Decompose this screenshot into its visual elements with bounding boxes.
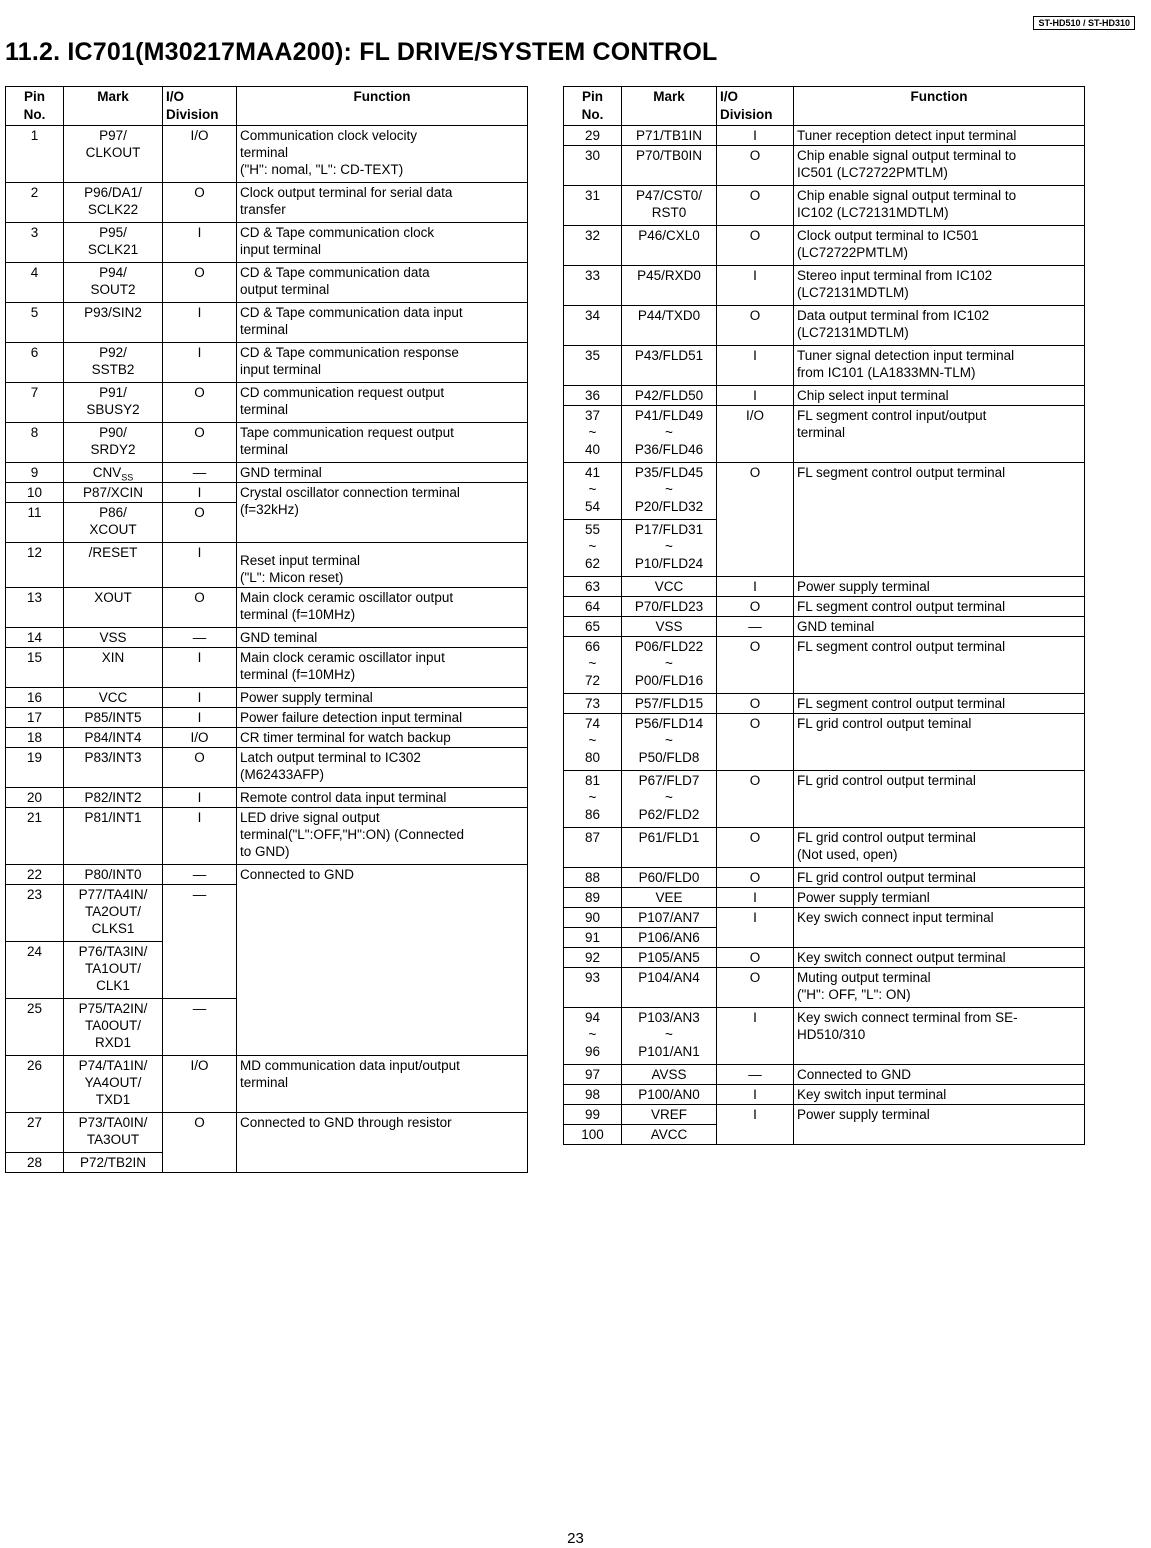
io-cell: O: [163, 503, 237, 543]
io-cell: —: [163, 999, 237, 1056]
io-cell: I: [163, 303, 237, 343]
pin-cell: 36: [564, 386, 622, 406]
mark-cell: P91/ SBUSY2: [64, 383, 163, 423]
function-cell: FL segment control output terminal: [794, 463, 1085, 577]
pin-cell: 64: [564, 597, 622, 617]
pin-cell: 28: [6, 1153, 64, 1173]
io-cell: O: [717, 868, 794, 888]
pin-cell: 33: [564, 266, 622, 306]
table-row: [564, 637, 1085, 694]
table-row: [6, 865, 528, 885]
table-row: [564, 597, 1085, 617]
col-header-function: Function: [237, 87, 528, 126]
function-cell: Remote control data input terminal: [237, 788, 528, 808]
pin-cell: 99: [564, 1105, 622, 1125]
table-row: [6, 463, 528, 483]
function-cell: Main clock ceramic oscillator input terminal (f=10MHz): [237, 648, 528, 688]
io-cell: I: [717, 577, 794, 597]
io-cell: I: [717, 908, 794, 948]
pin-cell: 32: [564, 226, 622, 266]
section-title: 11.2. IC701(M30217MAA200): FL DRIVE/SYSTEM CONTROL: [5, 38, 718, 66]
mark-cell: AVSS: [622, 1065, 717, 1085]
mark-cell: XOUT: [64, 588, 163, 628]
pin-cell: 89: [564, 888, 622, 908]
table-row: [564, 346, 1085, 386]
mark-cell: VSS: [64, 628, 163, 648]
pin-cell: 20: [6, 788, 64, 808]
function-cell: Chip enable signal output terminal to IC501 (LC72722PMTLM): [794, 146, 1085, 186]
table-row: [564, 617, 1085, 637]
mark-cell: P105/AN5: [622, 948, 717, 968]
io-cell: I/O: [163, 126, 237, 183]
mark-cell: P80/INT0: [64, 865, 163, 885]
mark-cell: P81/INT1: [64, 808, 163, 865]
mark-cell: P93/SIN2: [64, 303, 163, 343]
io-cell: I/O: [163, 1056, 237, 1113]
function-cell: Reset input terminal ("L": Micon reset): [237, 543, 528, 588]
mark-cell: VCC: [64, 688, 163, 708]
io-cell: I: [717, 1008, 794, 1065]
pin-cell: 1: [6, 126, 64, 183]
io-cell: I: [717, 1085, 794, 1105]
pin-cell: 81 ~ 86: [564, 771, 622, 828]
mark-cell: P100/AN0: [622, 1085, 717, 1105]
mark-cell: P46/CXL0: [622, 226, 717, 266]
io-cell: I: [163, 708, 237, 728]
mark-cell: P61/FLD1: [622, 828, 717, 868]
mark-cell: P44/TXD0: [622, 306, 717, 346]
io-cell: —: [717, 1065, 794, 1085]
function-cell: CD & Tape communication response input terminal: [237, 343, 528, 383]
mark-cell: P85/INT5: [64, 708, 163, 728]
io-cell: O: [163, 263, 237, 303]
function-cell: Tuner reception detect input terminal: [794, 126, 1085, 146]
table-row: [564, 463, 1085, 520]
function-cell: Muting output terminal ("H": OFF, "L": ON): [794, 968, 1085, 1008]
table-row: [6, 1056, 528, 1113]
function-cell: Clock output terminal to IC501 (LC72722PMTLM): [794, 226, 1085, 266]
io-cell: I: [163, 483, 237, 503]
mark-cell: P57/FLD15: [622, 694, 717, 714]
pin-cell: 23: [6, 885, 64, 942]
pin-cell: 55 ~ 62: [564, 520, 622, 577]
io-cell: O: [717, 694, 794, 714]
mark-cell: P42/FLD50: [622, 386, 717, 406]
io-cell: I/O: [717, 406, 794, 463]
table-row: [564, 868, 1085, 888]
pin-cell: 91: [564, 928, 622, 948]
table-row: [564, 908, 1085, 928]
io-cell: —: [163, 885, 237, 999]
mark-cell: P70/FLD23: [622, 597, 717, 617]
pin-cell: 15: [6, 648, 64, 688]
io-cell: O: [163, 748, 237, 788]
pin-cell: 65: [564, 617, 622, 637]
function-cell: Tape communication request output terminal: [237, 423, 528, 463]
function-cell: CD & Tape communication data output terminal: [237, 263, 528, 303]
mark-cell: VREF: [622, 1105, 717, 1125]
mark-cell: P76/TA3IN/ TA1OUT/ CLK1: [64, 942, 163, 999]
mark-cell: P104/AN4: [622, 968, 717, 1008]
pin-cell: 22: [6, 865, 64, 885]
pin-cell: 100: [564, 1125, 622, 1145]
mark-cell: P86/ XCOUT: [64, 503, 163, 543]
pin-cell: 63: [564, 577, 622, 597]
table-row: [6, 263, 528, 303]
function-cell: Connected to GND: [237, 865, 528, 1056]
pin-cell: 34: [564, 306, 622, 346]
io-cell: I/O: [163, 728, 237, 748]
io-cell: —: [163, 865, 237, 885]
pin-table-right: [563, 86, 1085, 1145]
pin-cell: 29: [564, 126, 622, 146]
io-cell: I: [163, 648, 237, 688]
pin-cell: 97: [564, 1065, 622, 1085]
function-cell: Crystal oscillator connection terminal (f=32kHz): [237, 483, 528, 543]
io-cell: I: [163, 788, 237, 808]
mark-cell: P96/DA1/ SCLK22: [64, 183, 163, 223]
pin-cell: 31: [564, 186, 622, 226]
table-row: [6, 343, 528, 383]
function-cell: Power supply terminal: [794, 577, 1085, 597]
table-row: [564, 386, 1085, 406]
io-cell: O: [163, 588, 237, 628]
table-row: [6, 748, 528, 788]
table-row: [6, 588, 528, 628]
mark-cell: VCC: [622, 577, 717, 597]
io-cell: —: [163, 628, 237, 648]
io-cell: I: [717, 1105, 794, 1145]
pin-cell: 94 ~ 96: [564, 1008, 622, 1065]
table-row: [6, 628, 528, 648]
function-cell: GND teminal: [794, 617, 1085, 637]
table-row: [564, 577, 1085, 597]
function-cell: Key swich connect input terminal: [794, 908, 1085, 948]
model-tag: ST-HD510 / ST-HD310: [1033, 16, 1135, 30]
io-cell: O: [717, 968, 794, 1008]
function-cell: MD communication data input/output terminal: [237, 1056, 528, 1113]
function-cell: Stereo input terminal from IC102 (LC72131MDTLM): [794, 266, 1085, 306]
pin-cell: 7: [6, 383, 64, 423]
io-cell: I: [717, 888, 794, 908]
io-cell: O: [717, 714, 794, 771]
function-cell: FL segment control output terminal: [794, 597, 1085, 617]
col-header-io: I/O Division: [163, 87, 237, 126]
function-cell: FL grid control output terminal (Not used, open): [794, 828, 1085, 868]
col-header-function: Function: [794, 87, 1085, 126]
mark-cell: P84/INT4: [64, 728, 163, 748]
mark-cell: P56/FLD14 ~ P50/FLD8: [622, 714, 717, 771]
mark-cell: P77/TA4IN/ TA2OUT/ CLKS1: [64, 885, 163, 942]
mark-cell: P43/FLD51: [622, 346, 717, 386]
mark-cell: P17/FLD31 ~ P10/FLD24: [622, 520, 717, 577]
col-header-io: I/O Division: [717, 87, 794, 126]
pin-cell: 41 ~ 54: [564, 463, 622, 520]
page-number: 23: [567, 1530, 584, 1547]
mark-cell: P107/AN7: [622, 908, 717, 928]
mark-cell: P74/TA1IN/ YA4OUT/ TXD1: [64, 1056, 163, 1113]
table-row: [6, 808, 528, 865]
function-cell: FL segment control output terminal: [794, 694, 1085, 714]
pin-cell: 10: [6, 483, 64, 503]
mark-subscript: SS: [121, 472, 134, 483]
header-row: [564, 87, 1085, 126]
function-cell: LED drive signal output terminal("L":OFF,"H":ON) (Connected to GND): [237, 808, 528, 865]
table-row: [564, 146, 1085, 186]
table-row: [6, 543, 528, 588]
table-row: [564, 1065, 1085, 1085]
io-cell: I: [163, 543, 237, 588]
table-row: [6, 223, 528, 263]
pin-cell: 30: [564, 146, 622, 186]
io-cell: O: [717, 948, 794, 968]
col-header-mark: Mark: [64, 87, 163, 126]
mark-cell: P06/FLD22 ~ P00/FLD16: [622, 637, 717, 694]
function-cell: Key switch connect output terminal: [794, 948, 1085, 968]
table-row: [564, 694, 1085, 714]
mark-cell: VEE: [622, 888, 717, 908]
pin-cell: 4: [6, 263, 64, 303]
io-cell: O: [717, 637, 794, 694]
function-cell: Main clock ceramic oscillator output terminal (f=10MHz): [237, 588, 528, 628]
mark-cell: P67/FLD7 ~ P62/FLD2: [622, 771, 717, 828]
io-cell: I: [163, 343, 237, 383]
pin-cell: 3: [6, 223, 64, 263]
table-row: [564, 1008, 1085, 1065]
function-cell: CD & Tape communication clock input terminal: [237, 223, 528, 263]
mark-cell: P83/INT3: [64, 748, 163, 788]
mark-cell: XIN: [64, 648, 163, 688]
io-cell: O: [717, 146, 794, 186]
function-cell: FL segment control output terminal: [794, 637, 1085, 694]
io-cell: I: [717, 126, 794, 146]
pin-cell: 74 ~ 80: [564, 714, 622, 771]
table-row: [564, 888, 1085, 908]
pin-cell: 98: [564, 1085, 622, 1105]
function-cell: Power supply termianl: [794, 888, 1085, 908]
pin-cell: 12: [6, 543, 64, 588]
table-row: [564, 126, 1085, 146]
mark-cell: [64, 463, 163, 483]
table-row: [6, 1113, 528, 1153]
io-cell: O: [717, 597, 794, 617]
table-row: [564, 306, 1085, 346]
mark-cell: P92/ SSTB2: [64, 343, 163, 383]
table-row: [564, 226, 1085, 266]
table-row: [6, 383, 528, 423]
pin-cell: 93: [564, 968, 622, 1008]
mark-cell: P47/CST0/ RST0: [622, 186, 717, 226]
mark-cell: P72/TB2IN: [64, 1153, 163, 1173]
table-row: [564, 771, 1085, 828]
header-row: [6, 87, 528, 126]
pin-cell: 87: [564, 828, 622, 868]
col-header-pin: Pin No.: [564, 87, 622, 126]
pin-cell: 35: [564, 346, 622, 386]
table-row: [564, 828, 1085, 868]
function-cell: Connected to GND through resistor: [237, 1113, 528, 1173]
pin-table-left: [5, 86, 528, 1173]
function-cell: CD & Tape communication data input terminal: [237, 303, 528, 343]
table-row: [564, 1105, 1085, 1125]
io-cell: O: [163, 423, 237, 463]
mark-cell: AVCC: [622, 1125, 717, 1145]
mark-text: CNV: [92, 465, 122, 480]
mark-cell: P95/ SCLK21: [64, 223, 163, 263]
table-row: [6, 423, 528, 463]
col-header-mark: Mark: [622, 87, 717, 126]
io-cell: O: [717, 771, 794, 828]
mark-cell: P45/RXD0: [622, 266, 717, 306]
io-cell: I: [717, 346, 794, 386]
function-cell: Latch output terminal to IC302 (M62433AFP): [237, 748, 528, 788]
io-cell: O: [717, 186, 794, 226]
function-cell: Key swich connect terminal from SE- HD510/310: [794, 1008, 1085, 1065]
function-cell: Connected to GND: [794, 1065, 1085, 1085]
table-row: [564, 1085, 1085, 1105]
pin-cell: 92: [564, 948, 622, 968]
mark-cell: P82/INT2: [64, 788, 163, 808]
io-cell: I: [717, 266, 794, 306]
mark-cell: /RESET: [64, 543, 163, 588]
pin-cell: 25: [6, 999, 64, 1056]
pin-cell: 21: [6, 808, 64, 865]
pin-cell: 66 ~ 72: [564, 637, 622, 694]
io-cell: I: [163, 808, 237, 865]
io-cell: O: [717, 226, 794, 266]
mark-cell: P41/FLD49 ~ P36/FLD46: [622, 406, 717, 463]
io-cell: O: [717, 828, 794, 868]
table-row: [564, 266, 1085, 306]
function-cell: Chip select input terminal: [794, 386, 1085, 406]
pin-cell: 14: [6, 628, 64, 648]
table-row: [564, 714, 1085, 771]
pin-cell: 11: [6, 503, 64, 543]
mark-cell: P106/AN6: [622, 928, 717, 948]
io-cell: —: [163, 463, 237, 483]
table-row: [6, 303, 528, 343]
table-row: [6, 183, 528, 223]
table-row: [6, 126, 528, 183]
mark-cell: P35/FLD45 ~ P20/FLD32: [622, 463, 717, 520]
table-row: [6, 728, 528, 748]
function-cell: FL grid control output terminal: [794, 771, 1085, 828]
io-cell: O: [163, 183, 237, 223]
pin-cell: 8: [6, 423, 64, 463]
pin-cell: 18: [6, 728, 64, 748]
pin-cell: 73: [564, 694, 622, 714]
mark-cell: P71/TB1IN: [622, 126, 717, 146]
io-cell: I: [717, 386, 794, 406]
pin-cell: 88: [564, 868, 622, 888]
mark-cell: P94/ SOUT2: [64, 263, 163, 303]
pin-cell: 13: [6, 588, 64, 628]
function-cell: FL grid control output teminal: [794, 714, 1085, 771]
io-cell: I: [163, 688, 237, 708]
pin-cell: 19: [6, 748, 64, 788]
pin-cell: 17: [6, 708, 64, 728]
function-cell: Data output terminal from IC102 (LC72131MDTLM): [794, 306, 1085, 346]
mark-cell: P87/XCIN: [64, 483, 163, 503]
col-header-pin: Pin No.: [6, 87, 64, 126]
io-cell: O: [163, 383, 237, 423]
table-row: [564, 968, 1085, 1008]
pin-cell: 2: [6, 183, 64, 223]
function-cell: FL segment control input/output terminal: [794, 406, 1085, 463]
mark-cell: P103/AN3 ~ P101/AN1: [622, 1008, 717, 1065]
mark-cell: P60/FLD0: [622, 868, 717, 888]
pin-cell: 5: [6, 303, 64, 343]
io-cell: I: [163, 223, 237, 263]
function-cell: Chip enable signal output terminal to IC102 (LC72131MDTLM): [794, 186, 1085, 226]
function-cell: GND terminal: [237, 463, 528, 483]
table-row: [6, 483, 528, 503]
pin-cell: 6: [6, 343, 64, 383]
function-cell: GND teminal: [237, 628, 528, 648]
function-cell: CR timer terminal for watch backup: [237, 728, 528, 748]
pin-cell: 16: [6, 688, 64, 708]
table-row: [6, 708, 528, 728]
io-cell: O: [717, 306, 794, 346]
pin-cell: 27: [6, 1113, 64, 1153]
function-cell: Tuner signal detection input terminal from IC101 (LA1833MN-TLM): [794, 346, 1085, 386]
function-cell: Power supply terminal: [794, 1105, 1085, 1145]
function-cell: Clock output terminal for serial data transfer: [237, 183, 528, 223]
io-cell: O: [717, 463, 794, 577]
table-row: [564, 406, 1085, 463]
io-cell: —: [717, 617, 794, 637]
mark-cell: P97/ CLKOUT: [64, 126, 163, 183]
mark-cell: P70/TB0IN: [622, 146, 717, 186]
table-row: [6, 788, 528, 808]
function-cell: Key switch input terminal: [794, 1085, 1085, 1105]
mark-cell: P73/TA0IN/ TA3OUT: [64, 1113, 163, 1153]
pin-cell: 37 ~ 40: [564, 406, 622, 463]
function-cell: CD communication request output terminal: [237, 383, 528, 423]
table-row: [6, 648, 528, 688]
pin-cell: 26: [6, 1056, 64, 1113]
mark-cell: P75/TA2IN/ TA0OUT/ RXD1: [64, 999, 163, 1056]
table-row: [6, 688, 528, 708]
table-row: [564, 948, 1085, 968]
function-cell: Power failure detection input terminal: [237, 708, 528, 728]
pin-cell: 90: [564, 908, 622, 928]
mark-cell: P90/ SRDY2: [64, 423, 163, 463]
pin-cell: 9: [6, 463, 64, 483]
pin-cell: 24: [6, 942, 64, 999]
io-cell: O: [163, 1113, 237, 1173]
function-cell: Communication clock velocity terminal ("H": nomal, "L": CD-TEXT): [237, 126, 528, 183]
mark-cell: VSS: [622, 617, 717, 637]
function-cell: Power supply terminal: [237, 688, 528, 708]
table-row: [564, 186, 1085, 226]
function-cell: FL grid control output terminal: [794, 868, 1085, 888]
